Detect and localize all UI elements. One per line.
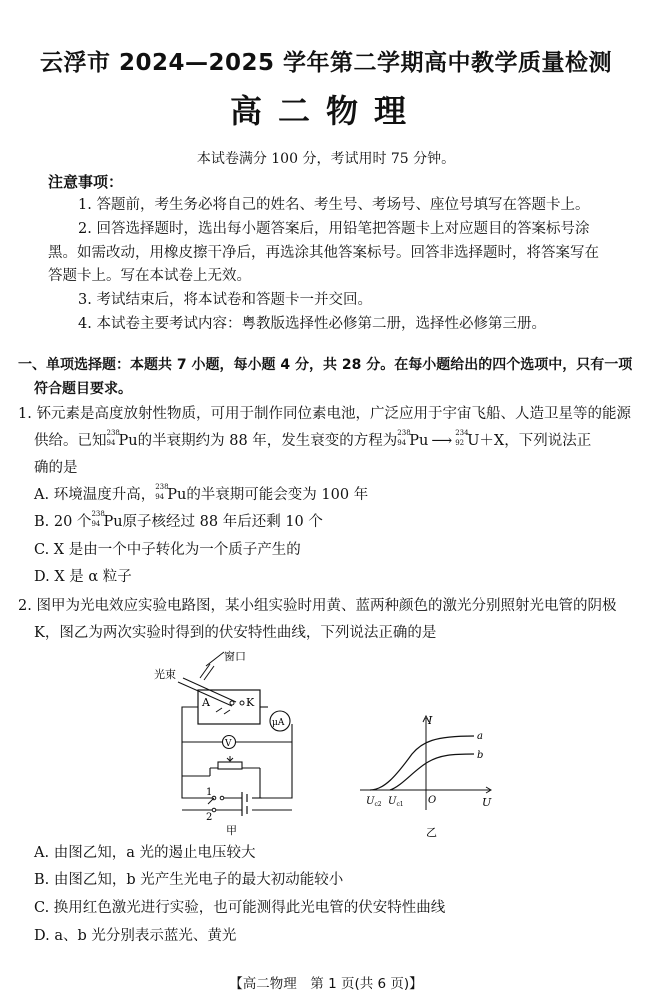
q1-option-d: D. X 是 α 粒子 [34,569,132,585]
notice-item: 黑。如需改动，用橡皮擦干净后，再选涂其他答案标号。回答非选择题时，将答案写在 [48,245,599,261]
section-heading: 一、单项选择题：本题共 7 小题，每小题 4 分，共 28 分。在每小题给出的四个选项中，只有一项 [18,357,633,373]
switch-pos-1: 1 [206,787,213,798]
reaction-arrow: ⟶ [431,433,453,449]
pu-nuclide-eq [397,427,428,456]
uc2-label [366,796,382,808]
figure-jia-circuit [150,648,300,838]
pu-mass: 238 [155,483,169,491]
pu-symbol: Pu [118,433,138,449]
exam-info: 本试卷满分 100 分，考试用时 75 分钟。 [196,151,456,167]
q1-option-a [34,481,368,510]
figure-yi-caption: 乙 [426,826,437,839]
q1-stem-line3: 确的是 [34,460,78,476]
notice-item: 3. 考试结束后，将本试卷和答题卡一并交回。 [78,292,372,308]
uc1-label [388,796,404,808]
switch-pos-2: 2 [206,812,213,823]
q2-option-b: B. 由图乙知，b 光产生光电子的最大初动能较小 [34,872,344,888]
cathode-label: K [246,696,255,709]
uc1-symbol: U [388,796,397,807]
ammeter-label: μA [272,718,285,728]
u-z: 92 [455,439,465,447]
section-heading-cont: 符合题目要求。 [34,381,132,397]
x-axis-label: U [482,796,492,809]
figure-jia-caption: 甲 [226,824,237,837]
q1-option-c: C. X 是由一个中子转化为一个质子产生的 [34,542,301,558]
pu-z: 94 [91,520,101,528]
anode-label: A [202,696,210,709]
pu-nuclide [91,508,122,537]
pu-mass: 238 [397,429,411,437]
rheostat [218,762,242,769]
pu-z: 94 [106,439,116,447]
pu-symbol: Pu [409,433,429,449]
u-mass: 234 [455,429,469,437]
curve-b-label: b [477,750,484,761]
pu-z: 94 [397,439,407,447]
exam-title: 云浮市 2024—2025 学年第二学期高中教学质量检测 [39,50,613,76]
notice-heading: 注意事项： [48,173,124,191]
pu-mass: 238 [91,510,105,518]
q1-stem-line2 [34,427,591,456]
rheostat-slider [227,756,233,761]
battery [242,792,247,816]
notice-item: 4. 本试卷主要考试内容：粤教版选择性必修第二册，选择性必修第三册。 [78,316,546,332]
q2-stem: 2. 图甲为光电效应实验电路图，某小组实验时用黄、蓝两种颜色的激光分别照射光电管的阴极 [18,598,617,614]
option-text: A. 环境温度升高， [34,487,156,503]
q1-option-b [34,508,323,537]
notice-item: 答题卡上。写在本试卷上无效。 [48,268,251,284]
window-label: 窗口 [224,650,246,663]
pu-mass: 238 [106,429,120,437]
uc2-symbol: U [366,796,375,807]
q2-option-d: D. a、b 光分别表示蓝光、黄光 [34,928,237,944]
pu-symbol: Pu [167,487,187,503]
q1-text: 供给。已知 [34,433,107,449]
q1-text: 的半衰期约为 88 年，发生衰变的方程为 [137,433,398,449]
y-axis-label: I [428,714,433,727]
q2-option-a: A. 由图乙知，a 光的遏止电压较大 [34,845,256,861]
curve-a [370,736,474,790]
u-symbol: U [467,433,480,449]
pu-nuclide [155,481,186,510]
curve-b [390,754,474,790]
subject-title: 高二物理 [229,92,422,130]
q2-option-c: C. 换用红色激光进行实验，也可能测得此光电管的伏安特性曲线 [34,900,446,916]
window [200,652,224,680]
q1-stem: 1. 钚元素是高度放射性物质，可用于制作同位素电池，广泛应用于宇宙飞船、人造卫星等的能源 [18,406,631,422]
pu-symbol: Pu [103,514,123,530]
voltmeter-label: V [225,739,232,749]
electrodes [216,701,244,714]
option-text: 的半衰期可能会变为 100 年 [186,487,369,503]
notice-item: 1. 答题前，考生务必将自己的姓名、考生号、考场号、座位号填写在答题卡上。 [78,197,590,213]
u-nuclide [455,427,479,456]
pu-nuclide [107,427,138,456]
origin-label: O [428,795,437,806]
option-text: B. 20 个 [34,514,92,530]
option-text: 原子核经过 88 年后还剩 10 个 [122,514,323,530]
uc2-subscript: c2 [374,801,382,808]
q2-stem-line2: K，图乙为两次实验时得到的伏安特性曲线，下列说法正确的是 [34,625,437,641]
beam-label: 光束 [154,668,176,681]
figure-yi-iu-curves [356,706,502,840]
curve-a-label: a [477,731,483,742]
q1-text: ＋X，下列说法正 [479,433,592,449]
notice-item: 2. 回答选择题时，选出每小题答案后，用铅笔把答题卡上对应题目的答案标号涂 [78,221,590,237]
uc1-subscript: c1 [396,801,404,808]
pu-z: 94 [155,493,165,501]
page-footer: 【高二物理 第 1 页(共 6 页)】 [229,976,423,992]
